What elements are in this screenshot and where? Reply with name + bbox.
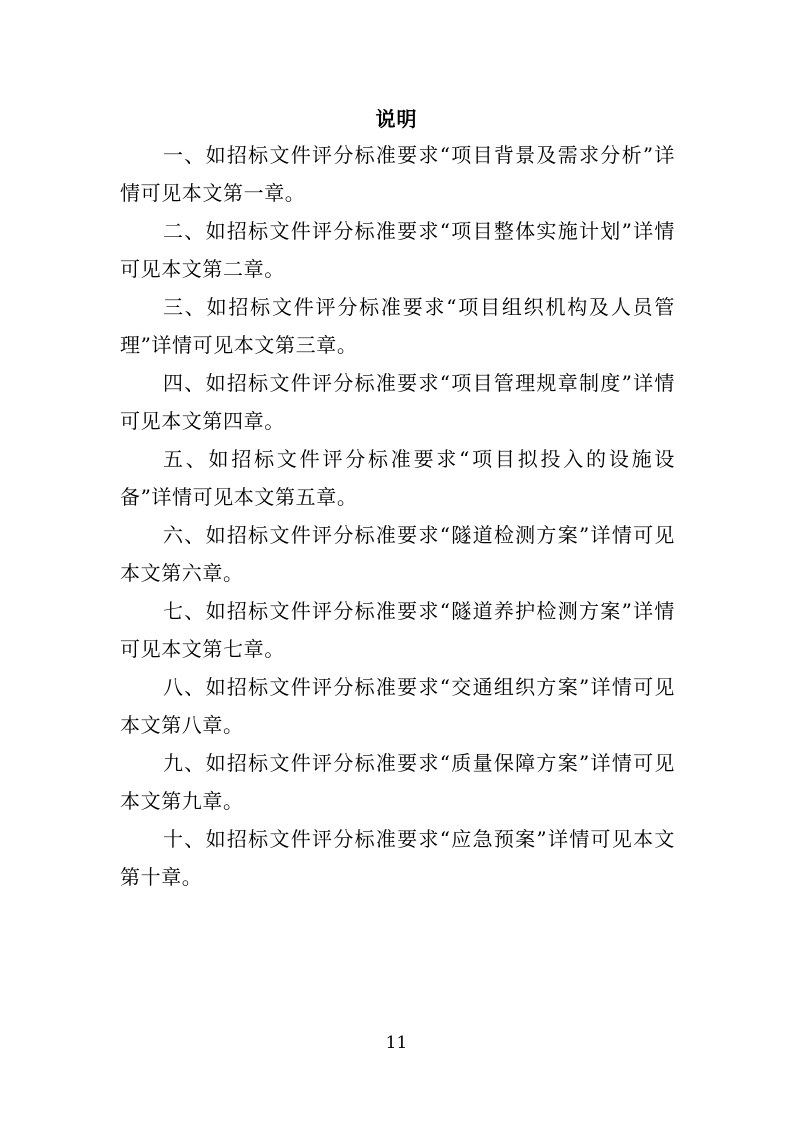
document-title: 说明 — [375, 107, 418, 131]
instruction-item-7: 七、如招标文件评分标准要求“隧道养护检测方案”详情可见本文第七章。 — [120, 599, 675, 661]
instruction-item-2: 二、如招标文件评分标准要求“项目整体实施计划”详情可见本文第二章。 — [120, 219, 675, 281]
instruction-item-8: 八、如招标文件评分标准要求“交通组织方案”详情可见本文第八章。 — [120, 675, 675, 737]
instruction-item-10: 十、如招标文件评分标准要求“应急预案”详情可见本文第十章。 — [120, 827, 675, 889]
instruction-item-6: 六、如招标文件评分标准要求“隧道检测方案”详情可见本文第六章。 — [120, 523, 675, 585]
instruction-item-5: 五、如招标文件评分标准要求“项目拟投入的设施设备”详情可见本文第五章。 — [120, 447, 675, 509]
instruction-item-3: 三、如招标文件评分标准要求“项目组织机构及人员管理”详情可见本文第三章。 — [120, 295, 675, 357]
instruction-item-1: 一、如招标文件评分标准要求“项目背景及需求分析”详情可见本文第一章。 — [120, 143, 675, 205]
page-number: 11 — [385, 1033, 408, 1053]
instruction-item-4: 四、如招标文件评分标准要求“项目管理规章制度”详情可见本文第四章。 — [120, 371, 675, 433]
instruction-item-9: 九、如招标文件评分标准要求“质量保障方案”详情可见本文第九章。 — [120, 751, 675, 813]
